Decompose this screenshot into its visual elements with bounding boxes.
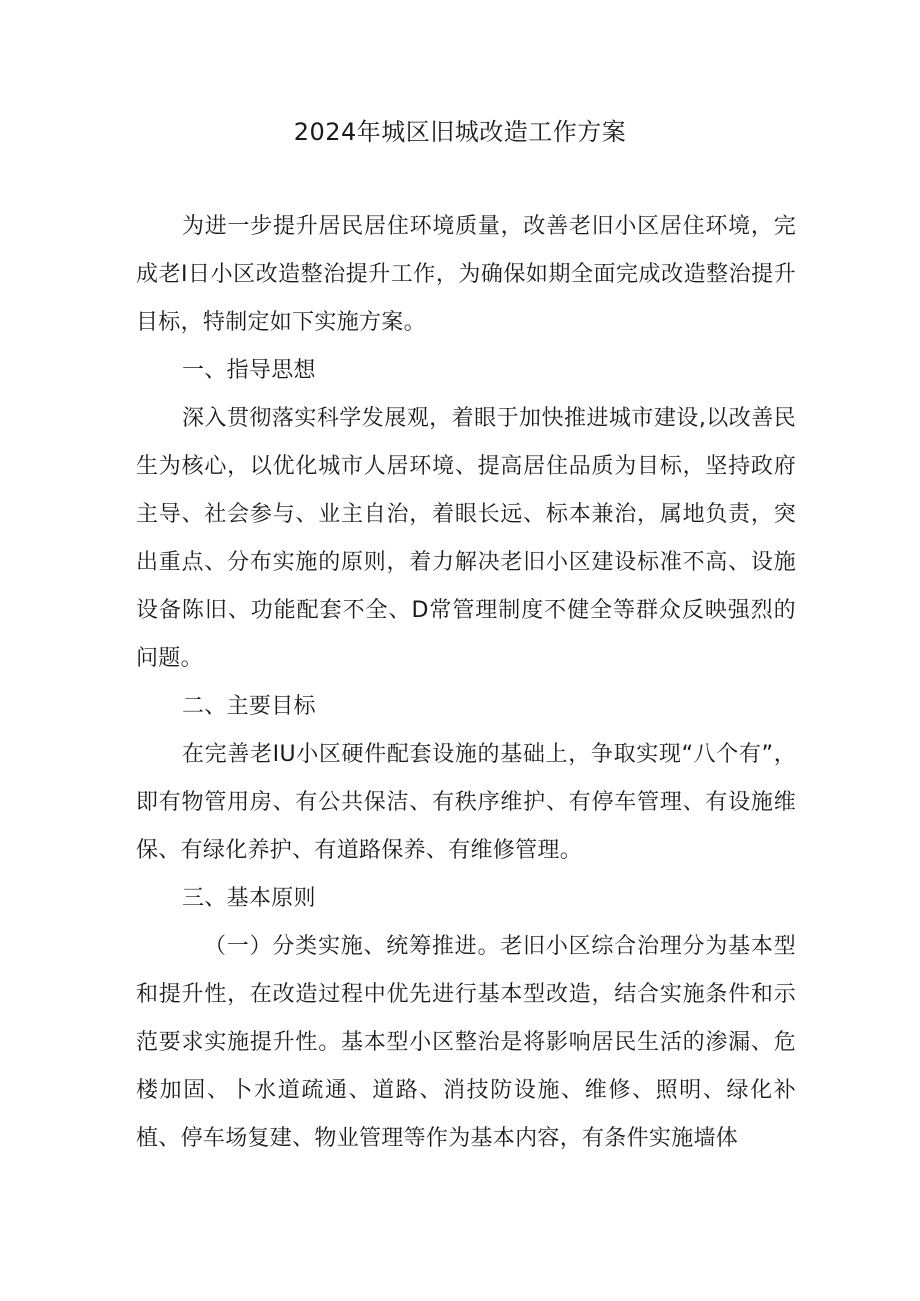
main-goals-paragraph: 在完善老IU小区硬件配套设施的基础上，争取实现“八个有”，即有物管用房、有公共保洁、有秩序维护、有停车管理、有设施维保、有绿化养护、有道路保养、有维修管理。 — [136, 742, 796, 863]
document-title: 2024年城区旧城改造工作方案 — [293, 118, 627, 146]
guiding-ideology-paragraph: 深入贯彻落实科学发展观，着眼于加快推进城市建设,以改善民生为核心，以优化城市人居环境、提高居住品质为目标，坚持政府主导、社会参与、业主自治，着眼长远、标本兼治，属地负责，突出重点、分布实施的原则，着力解决老旧小区建设标准不高、设施设备陈旧、功能配套不全、D常管理制度不健全等群众反映强烈的问题。 — [136, 406, 796, 671]
document-body — [136, 203, 796, 1163]
basic-principles-paragraph-1: （一）分类实施、统筹推进。老旧小区综合治理分为基本型和提升性，在改造过程中优先进行基本型改造，结合实施条件和示范要求实施提升性。基本型小区整治是将影响居民生活的渗漏、危楼加固、卜水道疏通、道路、消技防设施、维修、照明、绿化补植、停车场复建、物业管理等作为基本内容，有条件实施墙体 — [136, 934, 796, 1151]
intro-paragraph: 为进一步提升居民居住环境质量，改善老旧小区居住环境，完成老I日小区改造整治提升工作，为确保如期全面完成改造整治提升目标，特制定如下实施方案。 — [136, 214, 796, 335]
section-heading-main-goals: 二、主要目标 — [182, 694, 316, 719]
section-heading-guiding-ideology: 一、指导思想 — [182, 358, 316, 383]
section-heading-basic-principles: 三、基本原则 — [182, 886, 316, 911]
